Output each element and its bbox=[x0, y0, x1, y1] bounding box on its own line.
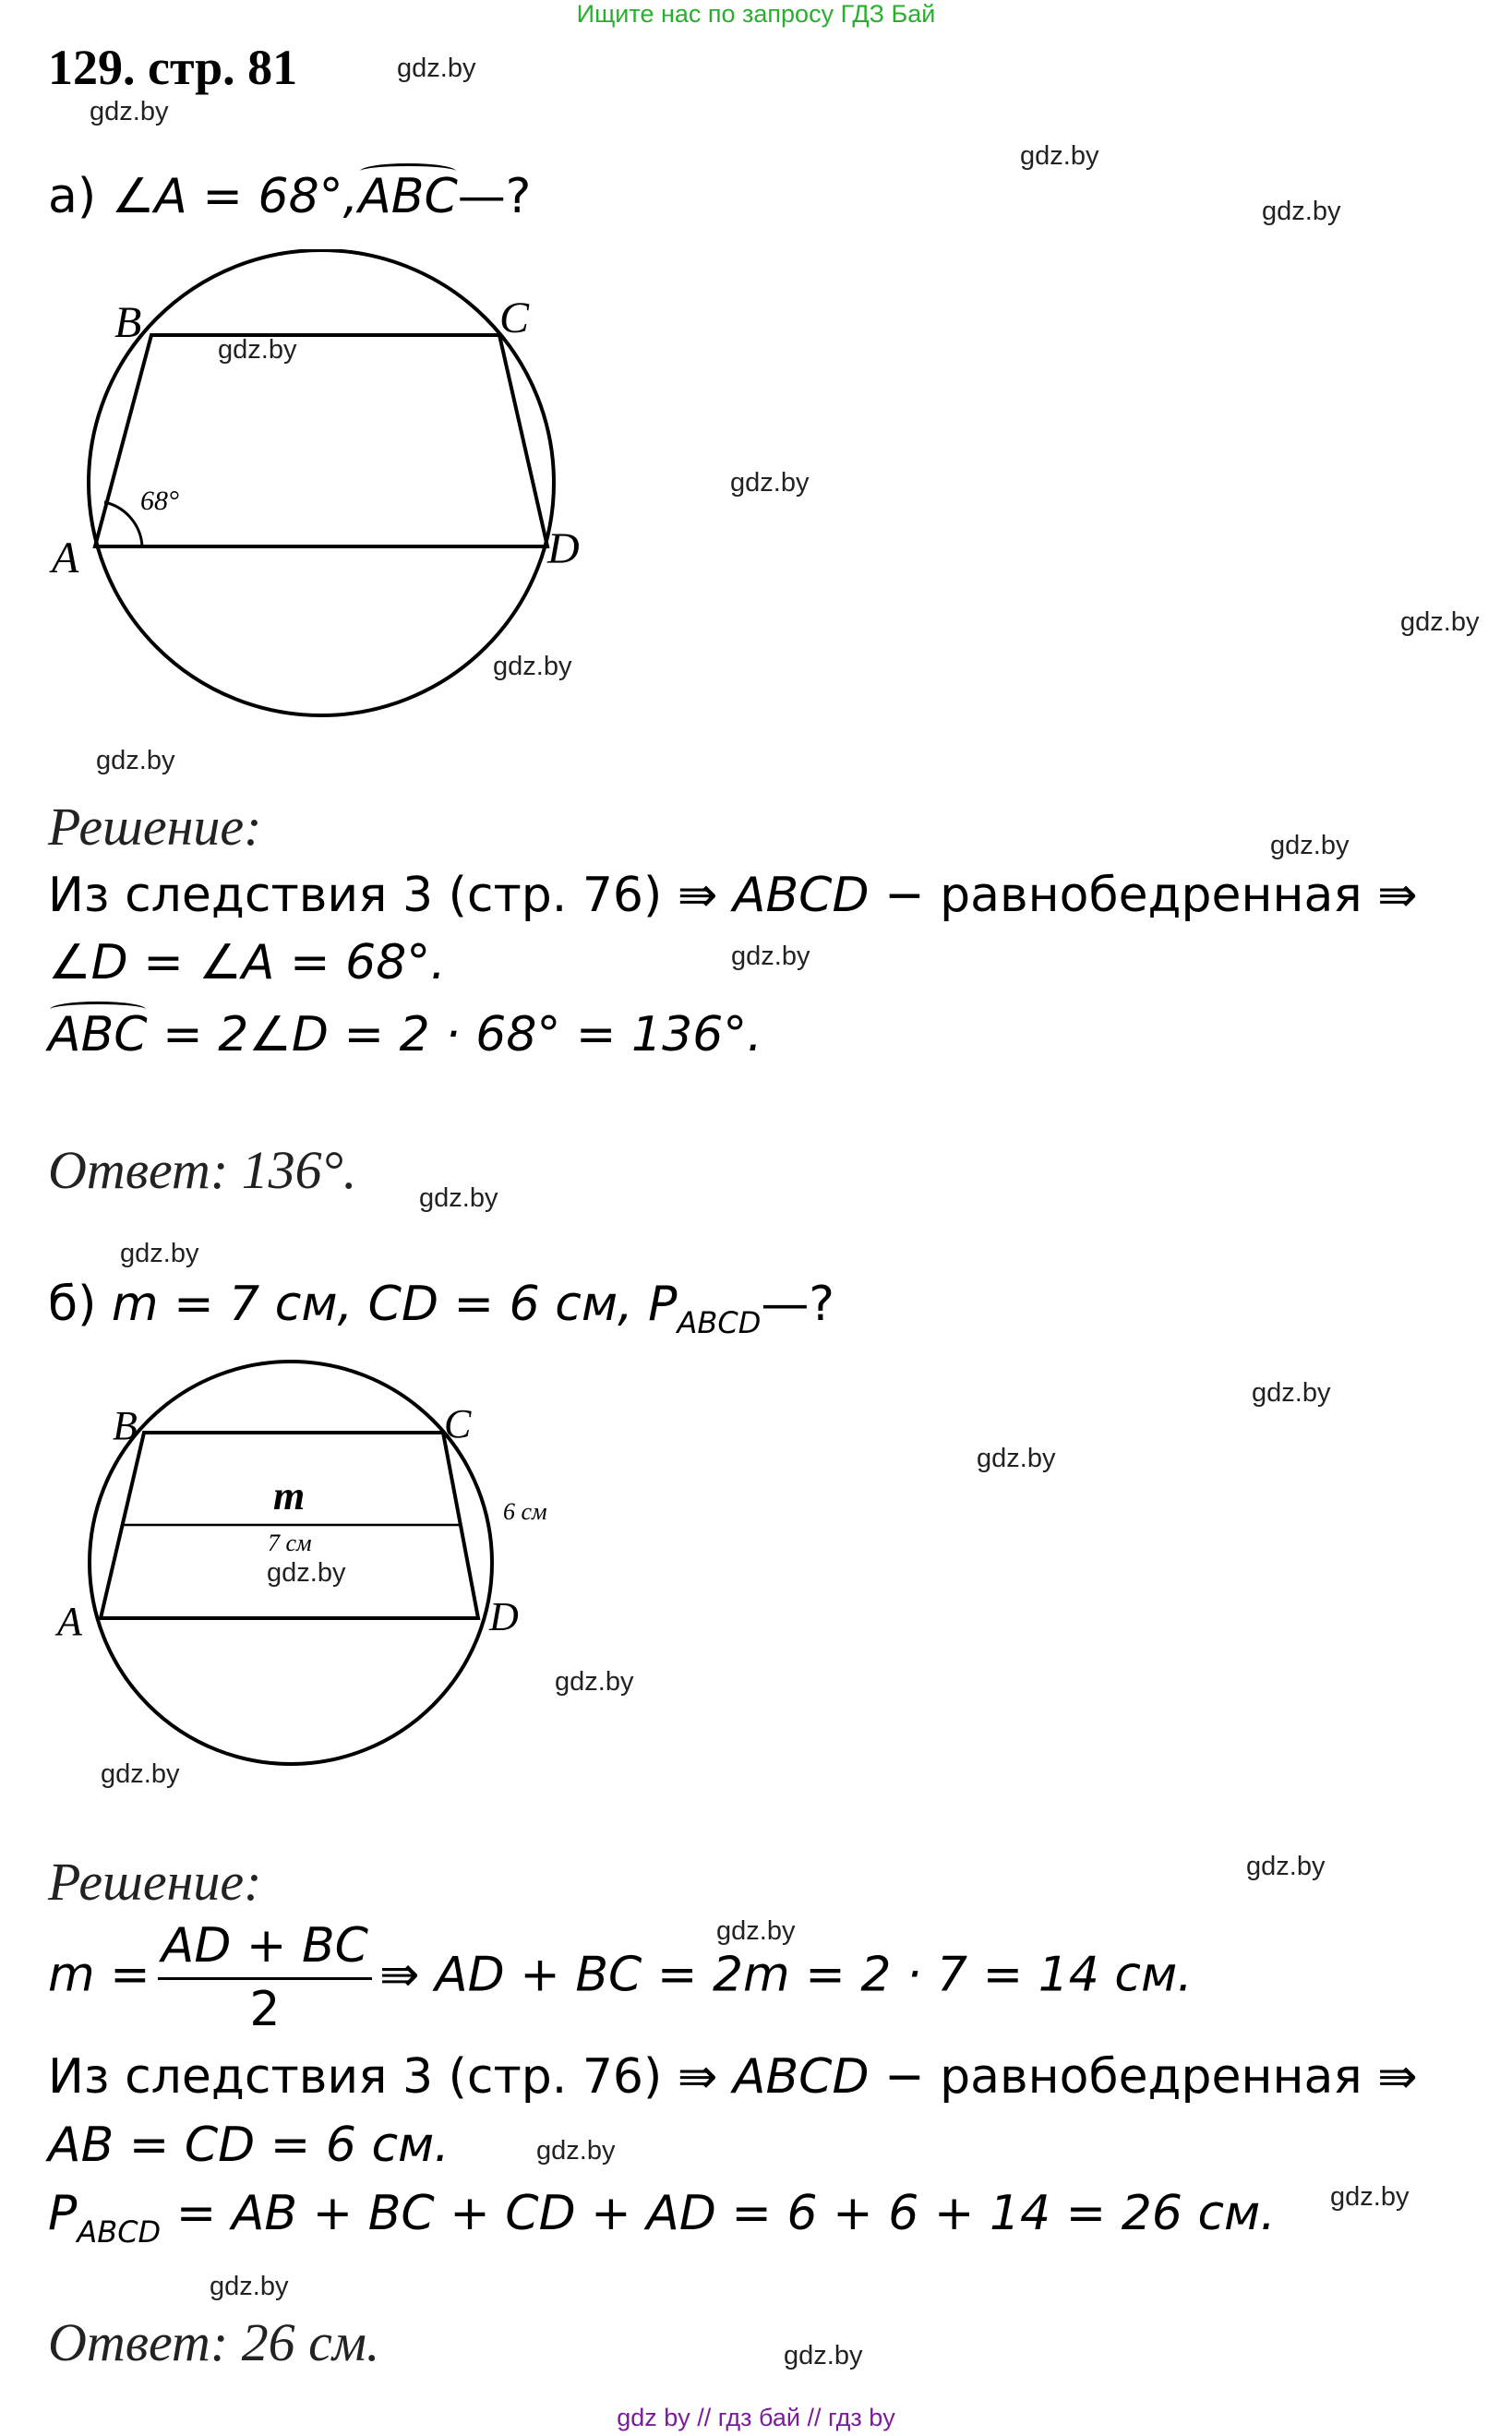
watermark: gdz.by bbox=[397, 54, 476, 83]
watermark: gdz.by bbox=[731, 942, 810, 971]
vertex-c: C bbox=[444, 1401, 472, 1446]
eq1-denominator: 2 bbox=[249, 1982, 281, 2037]
watermark: gdz.by bbox=[218, 335, 297, 365]
vertex-b: B bbox=[113, 1403, 138, 1448]
eq1-lhs: m = bbox=[48, 1947, 150, 2003]
watermark: gdz.by bbox=[210, 2272, 289, 2301]
part-b-line2 bbox=[48, 2049, 1418, 2105]
part-b-given: m = 7 см, CD = 6 см, bbox=[111, 1277, 633, 1332]
watermark: gdz.by bbox=[101, 1759, 180, 1789]
part-b-line4 bbox=[48, 2186, 1276, 2250]
part-a-arc: ABC bbox=[358, 169, 458, 224]
eq1-rhs: ⇛ AD + BC = 2m = 2 · 7 = 14 см. bbox=[379, 1947, 1193, 2003]
vertex-a: A bbox=[52, 534, 79, 582]
watermark: gdz.by bbox=[120, 1239, 199, 1268]
figure-b bbox=[37, 1348, 628, 1782]
watermark: gdz.by bbox=[96, 746, 175, 775]
line3-rest: = 2∠D = 2 · 68° = 136°. bbox=[162, 1007, 762, 1062]
line2-quad: ABCD bbox=[732, 2049, 870, 2105]
vertex-b: B bbox=[114, 298, 142, 347]
line3-arc: ABC bbox=[48, 1007, 148, 1062]
part-a-answer: Ответ: 136°. bbox=[48, 1140, 357, 1200]
watermark: gdz.by bbox=[419, 1183, 498, 1213]
part-b-question: —? bbox=[761, 1277, 834, 1332]
part-b-task bbox=[48, 1277, 834, 1340]
part-b-perimeter-sub: ABCD bbox=[677, 1305, 762, 1340]
line2-prefix: Из следствия 3 (стр. 76) ⇛ bbox=[48, 2049, 718, 2105]
circle bbox=[89, 250, 554, 715]
watermark: gdz.by bbox=[716, 1916, 796, 1946]
part-b-prefix: б) bbox=[48, 1277, 97, 1332]
figure-a bbox=[37, 249, 628, 748]
line1-suffix: − равнобедренная ⇛ bbox=[884, 868, 1418, 923]
watermark: gdz.by bbox=[977, 1444, 1056, 1473]
part-b-line3: AB = CD = 6 см. bbox=[48, 2118, 450, 2173]
midline-length: 7 см bbox=[268, 1530, 312, 1556]
eq1-numerator: AD + BC bbox=[158, 1918, 372, 1980]
watermark: gdz.by bbox=[555, 1667, 634, 1697]
watermark: gdz.by bbox=[1252, 1378, 1331, 1408]
problem-title: 129. стр. 81 bbox=[48, 40, 298, 95]
circle bbox=[90, 1362, 492, 1764]
watermark: gdz.by bbox=[1270, 831, 1350, 860]
watermark: gdz.by bbox=[784, 2341, 863, 2370]
side-length: 6 см bbox=[503, 1498, 547, 1525]
vertex-a: A bbox=[57, 1599, 82, 1644]
part-b-perimeter: P bbox=[648, 1277, 678, 1332]
part-b-solution-heading: Решение: bbox=[48, 1852, 262, 1912]
watermark: gdz.by bbox=[1330, 2182, 1410, 2212]
watermark: gdz.by bbox=[1262, 197, 1341, 226]
watermark: gdz.by bbox=[493, 652, 572, 681]
part-a-task bbox=[48, 169, 531, 224]
part-a-prefix: а) bbox=[48, 169, 97, 224]
vertex-c: C bbox=[499, 294, 530, 342]
watermark: gdz.by bbox=[536, 2136, 616, 2166]
footer-links[interactable]: gdz by // гдз бай // гдз by bbox=[617, 2404, 895, 2431]
watermark: gdz.by bbox=[267, 1558, 346, 1588]
part-a-question: —? bbox=[457, 169, 532, 224]
part-a-solution-heading: Решение: bbox=[48, 797, 262, 857]
part-a-line2: ∠D = ∠A = 68°. bbox=[48, 935, 446, 990]
watermark: gdz.by bbox=[1246, 1852, 1326, 1881]
vertex-d: D bbox=[547, 524, 580, 573]
line4-rest: = AB + BC + CD + AD = 6 + 6 + 14 = 26 см. bbox=[175, 2186, 1276, 2241]
part-b-eq1 bbox=[48, 1918, 1193, 2037]
line4-p: P bbox=[48, 2186, 78, 2241]
part-a-angle: ∠A = 68°, bbox=[111, 169, 359, 224]
angle-label: 68° bbox=[140, 486, 179, 516]
watermark: gdz.by bbox=[1020, 141, 1099, 171]
top-banner[interactable]: Ищите нас по запросу ГДЗ Бай bbox=[576, 0, 936, 28]
angle-arc bbox=[104, 502, 142, 546]
midline-label: m bbox=[273, 1473, 306, 1518]
watermark: gdz.by bbox=[730, 468, 810, 498]
eq1-fraction bbox=[158, 1918, 372, 2037]
watermark: gdz.by bbox=[1400, 607, 1480, 637]
part-a-line1 bbox=[48, 868, 1418, 923]
line1-quad: ABCD bbox=[732, 868, 870, 923]
line2-suffix: − равнобедренная ⇛ bbox=[884, 2049, 1418, 2105]
line1-prefix: Из следствия 3 (стр. 76) ⇛ bbox=[48, 868, 718, 923]
watermark: gdz.by bbox=[90, 97, 169, 126]
line4-sub: ABCD bbox=[77, 2214, 162, 2250]
part-b-answer: Ответ: 26 см. bbox=[48, 2312, 380, 2372]
part-a-line3 bbox=[48, 1007, 762, 1062]
vertex-d: D bbox=[489, 1594, 519, 1639]
